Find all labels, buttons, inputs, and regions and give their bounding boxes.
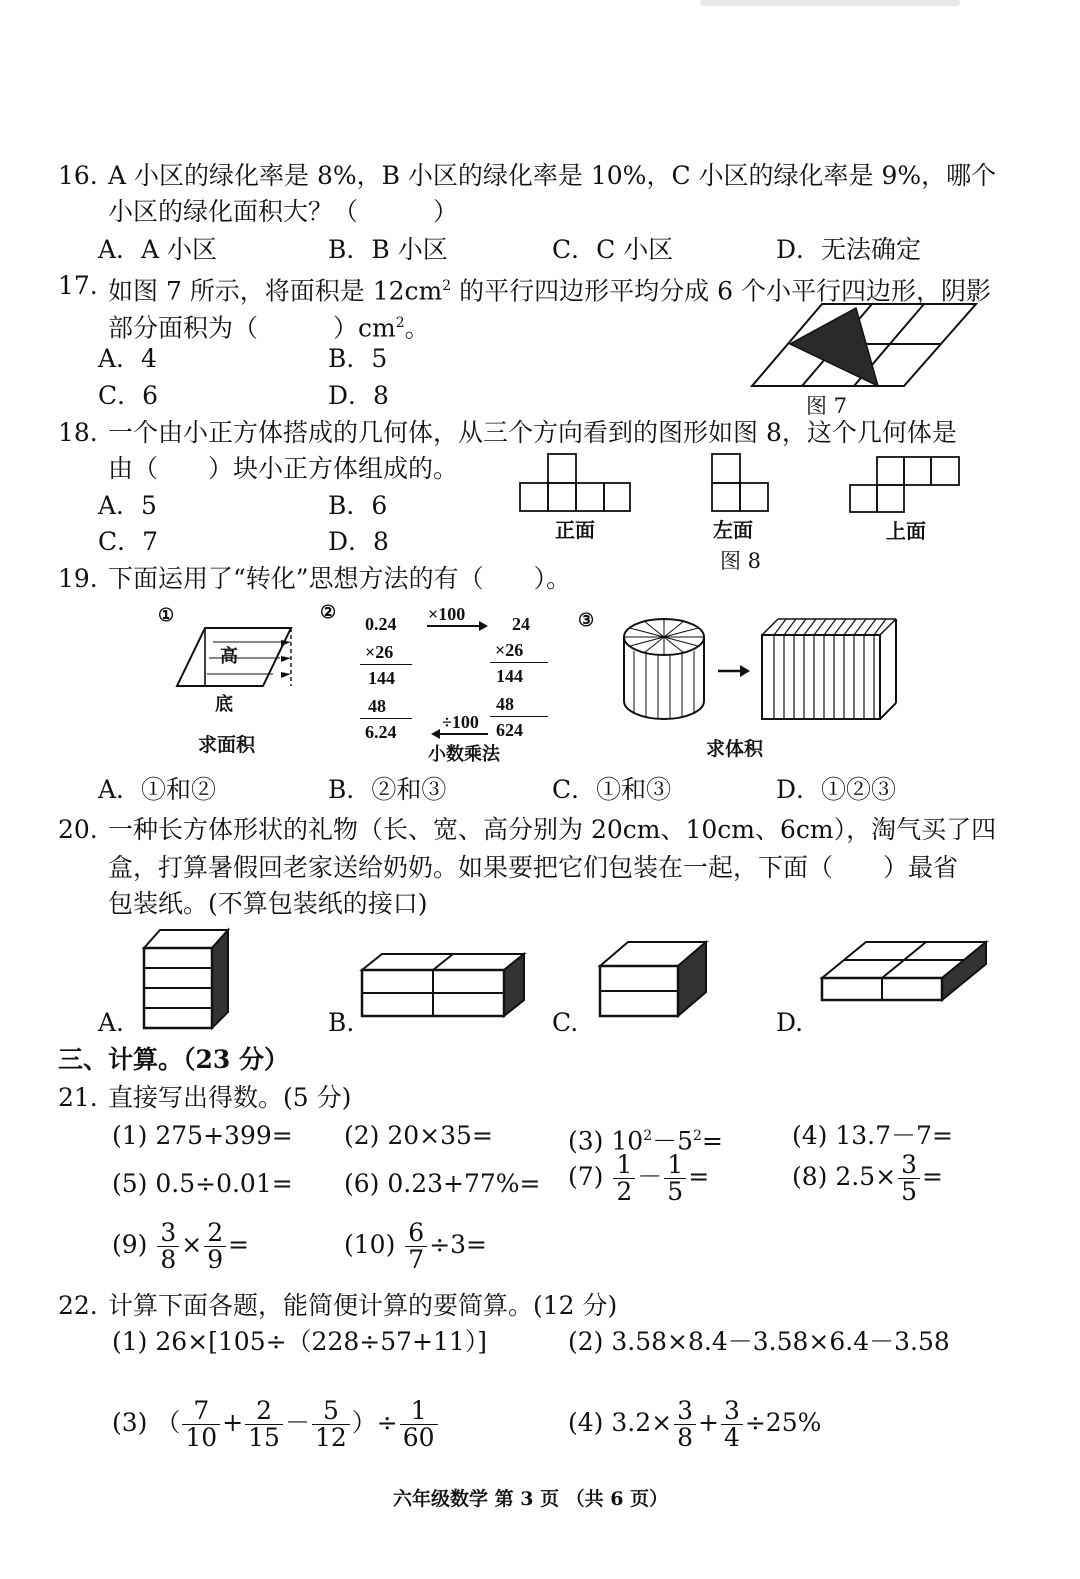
q20-package-b — [358, 950, 528, 1020]
q21-number: 21. — [58, 1083, 98, 1112]
left-view-label: 左面 — [713, 518, 753, 542]
q18-text-line1: 一个由小正方体搭成的几何体，从三个方向看到的图形如图 8，这个几何体是 — [108, 418, 957, 447]
top-view-label: 上面 — [886, 519, 926, 543]
figure-8-front-view — [518, 452, 633, 514]
q19-fig2-left-row4: 48 — [368, 696, 386, 716]
q20-package-a — [138, 926, 233, 1032]
q19-fig2-left-rule2 — [360, 718, 412, 719]
q19-fig1-height-label: 高 — [220, 646, 238, 667]
q19-fig2-right-row5: 624 — [496, 720, 523, 740]
q19-fig2-right-row4: 48 — [496, 694, 514, 714]
q19-fig1-marker: ① — [158, 605, 175, 626]
q19-fig2-arrow-left — [430, 728, 490, 740]
q16-number: 16. — [58, 161, 98, 190]
figure-8-top-view — [848, 455, 963, 515]
q22-item1: (1) 26×[105÷（228÷57+11）] — [112, 1327, 488, 1356]
q19-fig2-caption: 小数乘法 — [428, 744, 500, 765]
q20-option-a[interactable]: A. — [98, 1008, 125, 1037]
scan-smudge — [700, 0, 960, 6]
q22-item3: (3) （ $\frac{7}{10}$ + $\frac{2}{15}$ － $\frac{5}{12}$ ）÷ $\frac{1}{60}$ — [112, 1398, 440, 1451]
q19-fig2-left-rule1 — [360, 664, 412, 665]
q20-option-b[interactable]: B. — [328, 1008, 355, 1037]
q19-fig3-arrow — [716, 664, 752, 678]
q16-option-b[interactable]: B．B 小区 — [328, 235, 448, 264]
q21-item9: (9) $\frac{3}{8}$ × $\frac{2}{9}$ = — [112, 1218, 250, 1274]
q21-title: 直接写出得数。(5 分) — [108, 1083, 352, 1112]
q19-fig3-caption: 求体积 — [706, 738, 764, 760]
q22-number: 22. — [58, 1291, 98, 1320]
q21-item7: (7) $\frac{1}{2}$ － $\frac{1}{5}$ = — [568, 1150, 710, 1206]
q21-item8: (8) 2.5× $\frac{3}{5}$ = — [792, 1150, 943, 1206]
q21-item6: (6) 0.23+77%= — [344, 1169, 541, 1198]
q19-option-d[interactable]: D．①②③ — [776, 775, 897, 804]
q19-fig2-right-row2: ×26 — [495, 640, 524, 660]
q18-text-line2: 由（ ）块小正方体组成的。 — [108, 454, 459, 483]
q20-number: 20. — [58, 815, 98, 844]
q21-item4: (4) 13.7－7= — [792, 1121, 953, 1150]
q19-number: 19. — [58, 564, 98, 593]
q19-fig2-arrow-right — [425, 620, 490, 632]
q20-text-line1: 一种长方体形状的礼物（长、宽、高分别为 20cm、10cm、6cm），淘气买了四 — [108, 815, 997, 844]
q17-text-line1: 如图 7 所示，将面积是 $12cm^2$ 的平行四边形平均分成 6 个小平行四边形，阴影 — [108, 276, 991, 306]
figure-7-caption: 图 7 — [806, 394, 848, 418]
q16-text-line2: 小区的绿化面积大？（ ） — [108, 197, 459, 226]
q19-fig1-caption: 求面积 — [198, 734, 256, 756]
q20-option-c[interactable]: C. — [552, 1008, 579, 1037]
q21-item10: (10) $\frac{6}{7}$ ÷3= — [344, 1218, 487, 1274]
q19-fig3-cylinder — [620, 615, 710, 725]
q19-fig2-right-rule1 — [490, 662, 548, 663]
q19-option-b[interactable]: B．②和③ — [328, 775, 447, 804]
q18-option-c[interactable]: C．7 — [98, 527, 159, 556]
figure-8-caption: 图 8 — [720, 549, 762, 573]
q17-text-line2: 部分面积为（ ）$cm^2$。 — [108, 313, 430, 343]
q22-item4: (4) 3.2× $\frac{3}{8}$ + $\frac{3}{4}$ ÷25% — [568, 1396, 822, 1452]
page-footer: 六年级数学 第 3 页 （共 6 页） — [393, 1488, 669, 1510]
q21-item3: (3) $10^2-5^2=$ — [568, 1126, 723, 1156]
q19-option-c[interactable]: C．①和③ — [552, 775, 672, 804]
q19-fig2-left-row5: 6.24 — [365, 722, 397, 742]
q18-option-d[interactable]: D．8 — [328, 527, 389, 556]
section3-title: 三、计算。（23 分） — [58, 1045, 289, 1074]
q19-fig2-left-row2: ×26 — [365, 642, 394, 662]
q19-fig3-cuboid — [758, 615, 898, 723]
q17-number: 17. — [58, 271, 98, 300]
q17-option-a[interactable]: A．4 — [98, 344, 157, 373]
q19-option-a[interactable]: A．①和② — [98, 775, 217, 804]
q18-number: 18. — [58, 418, 98, 447]
q22-title: 计算下面各题，能简便计算的要简算。(12 分) — [108, 1291, 618, 1320]
q18-option-a[interactable]: A．5 — [98, 491, 157, 520]
q17-option-b[interactable]: B．5 — [328, 344, 388, 373]
q20-text-line3: 包装纸。(不算包装纸的接口) — [108, 889, 428, 918]
q16-option-c[interactable]: C．C 小区 — [552, 235, 674, 264]
q19-fig1-base-label: 底 — [215, 694, 233, 715]
figure-7-parallelogram — [750, 302, 980, 390]
q20-package-c — [596, 938, 711, 1020]
q19-text: 下面运用了“转化”思想方法的有（ ）。 — [108, 564, 572, 593]
q19-fig2-left-row3: 144 — [368, 668, 395, 688]
q19-fig2-arrow-top-label: ×100 — [428, 604, 466, 624]
q17-option-c[interactable]: C．6 — [98, 381, 159, 410]
q19-fig2-arrow-bottom-label: ÷100 — [442, 712, 479, 732]
q19-fig2-left-row1: 0.24 — [365, 614, 397, 634]
q20-package-d — [818, 938, 990, 1006]
q19-fig3-marker: ③ — [578, 610, 595, 631]
q16-option-d[interactable]: D．无法确定 — [776, 235, 922, 264]
q18-option-b[interactable]: B．6 — [328, 491, 388, 520]
q16-option-a[interactable]: A．A 小区 — [98, 235, 218, 264]
q20-option-d[interactable]: D. — [776, 1008, 804, 1037]
q21-item5: (5) 0.5÷0.01= — [112, 1169, 293, 1198]
q19-fig2-right-row3: 144 — [496, 666, 523, 686]
q17-option-d[interactable]: D．8 — [328, 381, 389, 410]
q20-text-line2: 盒，打算暑假回老家送给奶奶。如果要把它们包装在一起，下面（ ）最省 — [108, 853, 959, 882]
q19-fig2-marker: ② — [320, 602, 337, 623]
q19-fig2-right-rule2 — [490, 716, 548, 717]
front-view-label: 正面 — [555, 518, 595, 542]
q21-item2: (2) 20×35= — [344, 1121, 493, 1150]
q19-fig2-right-row1: 24 — [512, 614, 530, 634]
q22-item2: (2) 3.58×8.4－3.58×6.4－3.58 — [568, 1327, 950, 1356]
figure-8-left-view — [710, 452, 772, 514]
q16-text-line1: A 小区的绿化率是 8%，B 小区的绿化率是 10%，C 小区的绿化率是 9%，哪个 — [108, 161, 997, 190]
q21-item1: (1) 275+399= — [112, 1121, 293, 1150]
